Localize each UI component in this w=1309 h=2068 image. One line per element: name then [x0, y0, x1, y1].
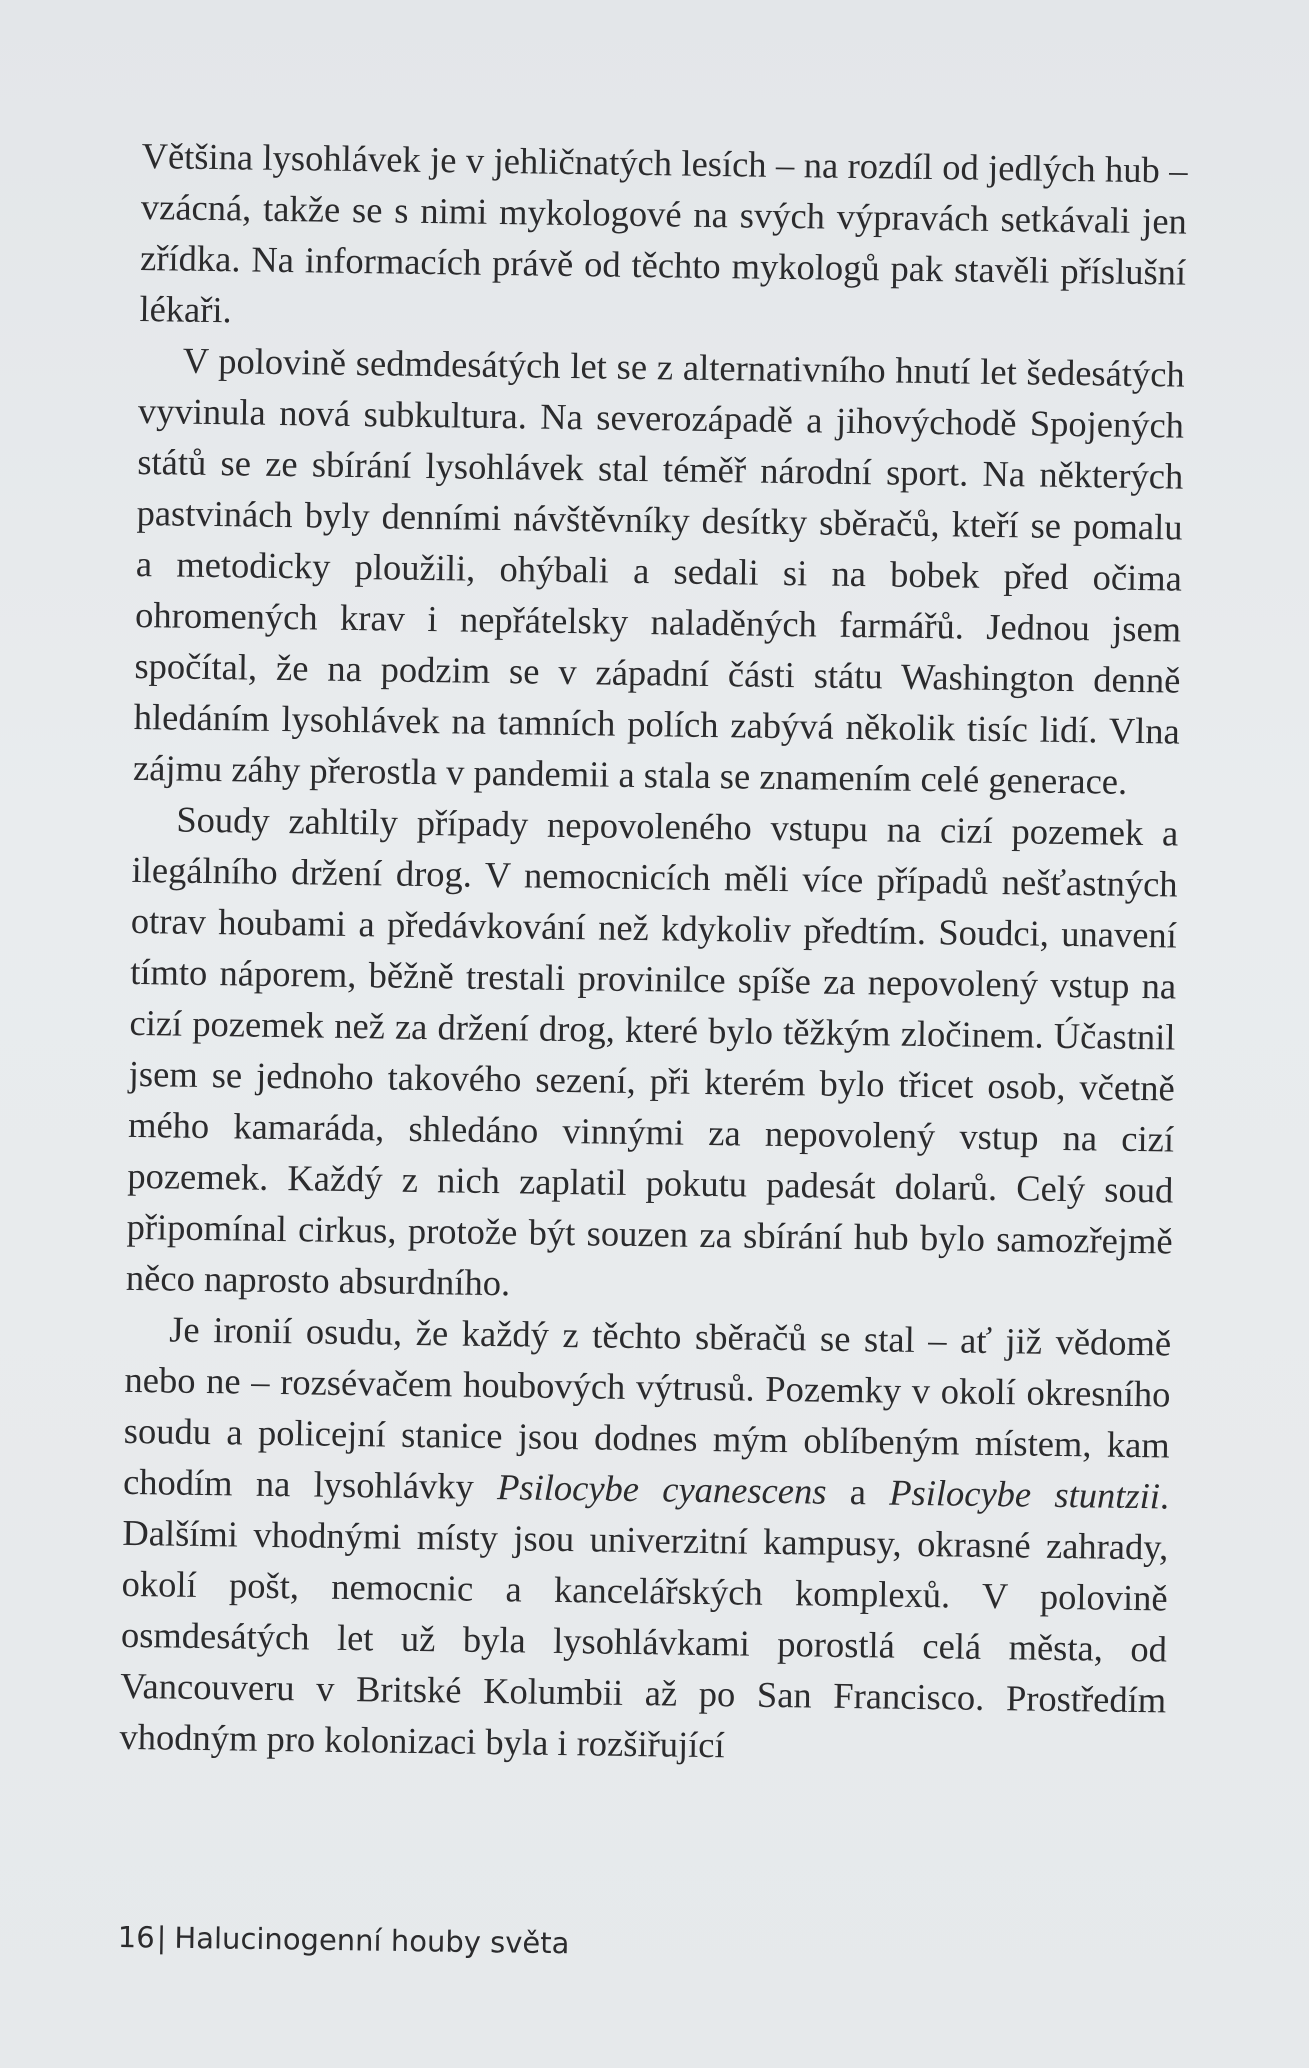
body-text — [119, 130, 1188, 1776]
page-footer — [118, 1920, 570, 1960]
paragraph-4-text-before: Je ironií osudu, že každý z těchto sběračů se stal – ať již vědomě nebo ne – rozsévačem houbových výtrusů. Pozemky v okolí okresního soudu a policejní stanice jsou dodnes mým oblíbeným místem, kam chodím na lysohlávky — [122, 1308, 1172, 1508]
paragraph-4 — [119, 1303, 1171, 1777]
species-name-stuntzii: Psilocybe stuntzii — [888, 1471, 1161, 1517]
paragraph-4-text-after: . Dalšími vhodnými místy jsou univerzitní kampusy, okrasné zahrady, okolí pošt, nemocnic a kancelářských komplexů. V polovině osmdesátých let už byla lysohlávkami porostlá celá města, od Vancouveru v Britské Kolumbii až po San Francisco. Prostředím vhodným pro kolonizaci byla i rozšiřující — [119, 1475, 1170, 1766]
paragraph-1: Většina lysohlávek je v jehličnatých lesích – na rozdíl od jedlých hub – vzácná, takže se s nimi mykologové na svých výpravách setkávali jen zřídka. Na informacích právě od těchto mykologů pak stavěli příslušní lékaři. — [139, 134, 1188, 331]
running-title: Halucinogenní houby světa — [174, 1920, 570, 1961]
paragraph-3: Soudy zahltily případy nepovoleného vstupu na cizí pozemek a ilegálního držení drog. V nemocnicích měli více případů nešťastných otrav houbami a předávkování než kdykoliv předtím. Soudci, unavení tímto náporem, běžně trestali provinilce spíše za nepovolený vstup na cizí pozemek než za držení drog, které bylo těžkým zločinem. Účastnil jsem se jednoho takového sezení, při kterém bylo třicet osob, včetně mého kamaráda, shledáno vinnými za nepovolený vstup na cizí pozemek. Každý z nich zaplatil pokutu padesát dolarů. Celý soud připomínal cirkus, protože být souzen za sbírání hub bylo samozřejmě něco naprosto absurdního. — [125, 798, 1179, 1304]
paragraph-4-text-middle: a — [826, 1470, 890, 1513]
footer-separator: | — [156, 1920, 167, 1955]
paragraph-2: V polovině sedmdesátých let se z alternativního hnutí let šedesátých vyvinula nová subkultura. Na severozápadě a jihovýchodě Spojených států se ze sbírání lysohlávek stal téměř národní sport. Na některých pastvinách byly denními návštěvníky desítky sběračů, kteří se pomalu a metodicky ploužili, ohýbali a sedali si na bobek před očima ohromených krav i nepřátelsky naladěných farmářů. Jednou jsem spočítal, že na podzim se v západní části státu Washington denně hledáním lysohlávek na tamních polích zabývá několik tisíc lidí. Vlna zájmu záhy přerostla v pandemii a stala se znamením celé generace. — [132, 339, 1185, 802]
species-name-cyanescens: Psilocybe cyanescens — [496, 1466, 827, 1512]
page-number: 16 — [117, 1920, 155, 1955]
